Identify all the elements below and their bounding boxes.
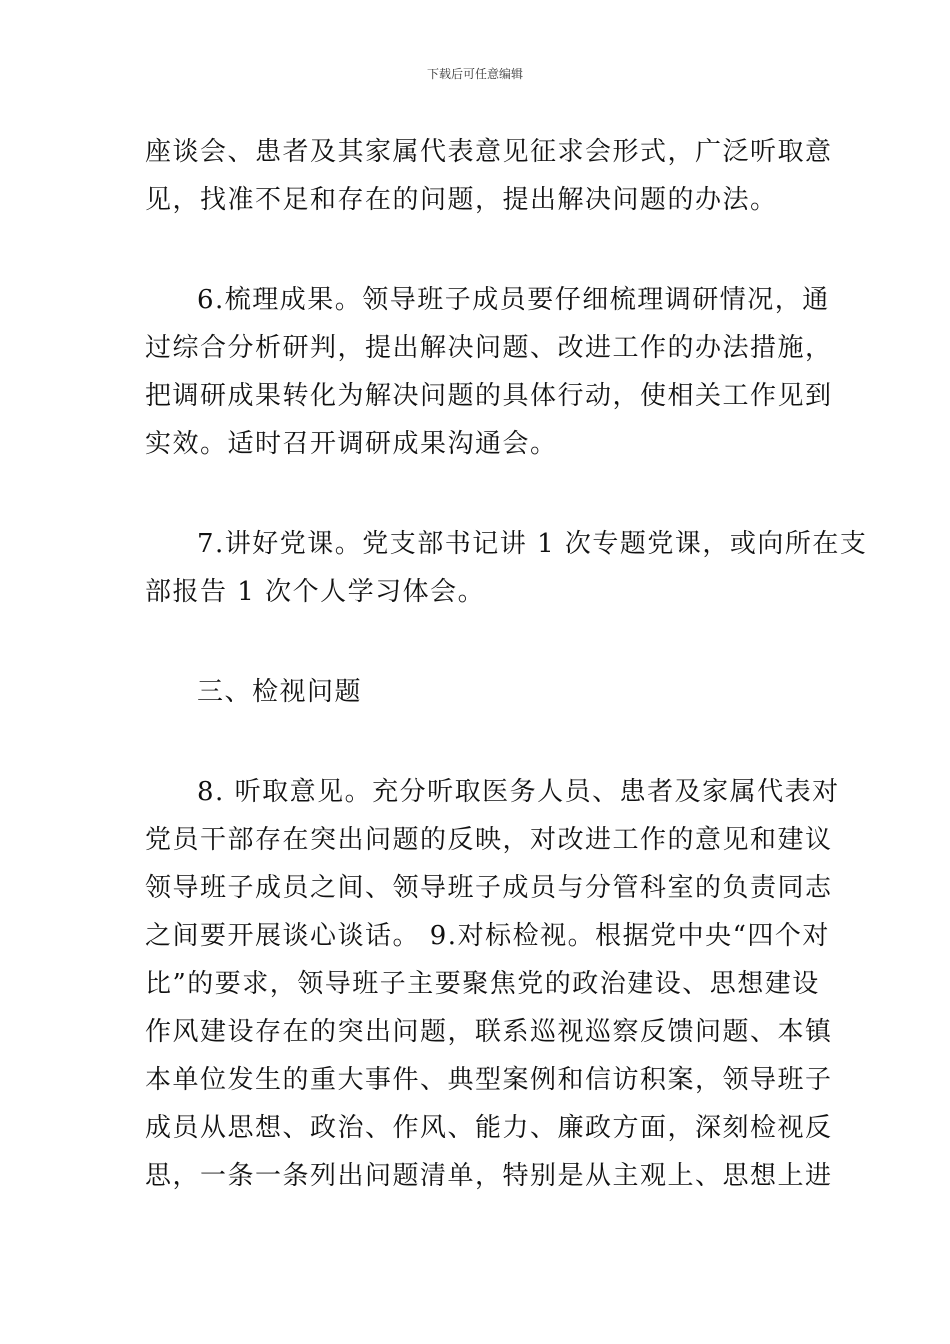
section-heading-3 (145, 668, 810, 716)
text-line: 7.讲好党课。党支部书记讲 1 次专题党课，或向所在支 (197, 529, 868, 559)
document-body (145, 128, 868, 1200)
page-header: 下载后可任意编辑 (426, 67, 523, 81)
text-line: 座谈会、患者及其家属代表意见征求会形式，广泛听取意 (145, 137, 833, 167)
paragraph-item-6 (145, 276, 833, 468)
paragraph-gap (145, 224, 810, 276)
text-line: 见，找准不足和存在的问题，提出解决问题的办法。 (145, 185, 778, 215)
text-line: 领导班子成员之间、领导班子成员与分管科室的负责同志 (145, 873, 833, 903)
text-line: 过综合分析研判，提出解决问题、改进工作的办法措施， (145, 333, 833, 363)
paragraph-item-7 (145, 520, 868, 616)
text-line: 8. 听取意见。充分听取医务人员、患者及家属代表对 (197, 777, 840, 807)
text-line: 把调研成果转化为解决问题的具体行动，使相关工作见到 (145, 381, 833, 411)
text-line: 思，一条一条列出问题清单，特别是从主观上、思想上进 (145, 1161, 833, 1191)
text-line: 实效。适时召开调研成果沟通会。 (145, 429, 558, 459)
paragraph-gap (145, 616, 810, 668)
text-line: 作风建设存在的突出问题，联系巡视巡察反馈问题、本镇 (145, 1017, 833, 1047)
text-line: 之间要开展谈心谈话。 9.对标检视。根据党中央“四个对 (145, 921, 830, 951)
paragraph-continuation (145, 128, 833, 224)
text-line: 成员从思想、政治、作风、能力、廉政方面，深刻检视反 (145, 1113, 833, 1143)
text-line: 党员干部存在突出问题的反映，对改进工作的意见和建议 (145, 825, 833, 855)
text-line: 6.梳理成果。领导班子成员要仔细梳理调研情况，通 (197, 285, 830, 315)
text-line: 部报告 1 次个人学习体会。 (145, 577, 486, 607)
paragraph-gap (145, 716, 810, 768)
text-line: 本单位发生的重大事件、典型案例和信访积案，领导班子 (145, 1065, 833, 1095)
section-heading: 三、检视问题 (197, 677, 363, 707)
paragraph-item-8 (145, 768, 840, 1200)
paragraph-gap (145, 468, 810, 520)
text-line: 比”的要求，领导班子主要聚焦党的政治建设、思想建设 (145, 969, 820, 999)
